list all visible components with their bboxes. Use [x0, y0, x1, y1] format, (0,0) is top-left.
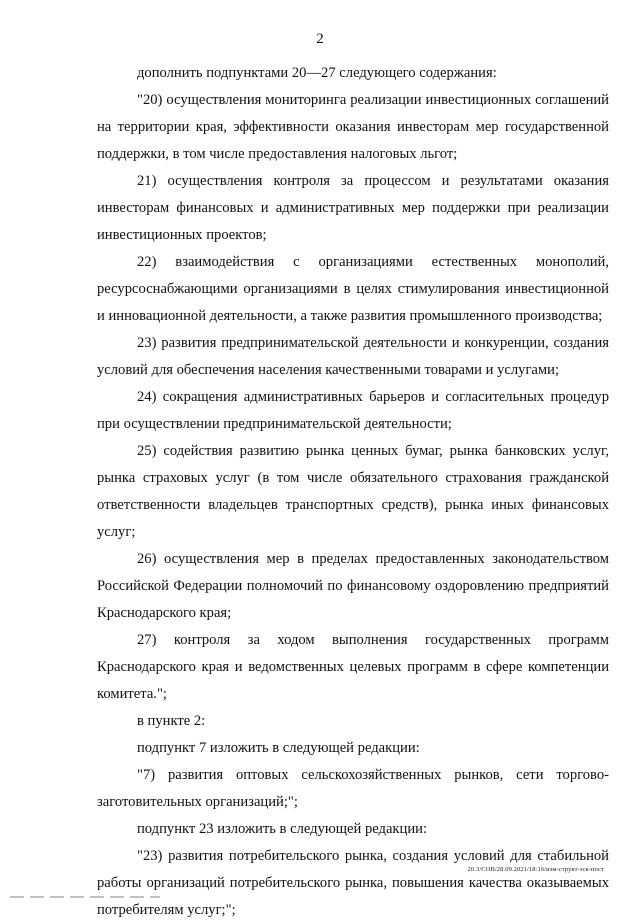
paragraph-subclause-23-text: "23) развития потребительского рынка, создания условий для стабильной работы организаций потребительского рынка, повышения качества оказываемых потребителям услуг;"; — [97, 848, 609, 918]
paragraph-item-27: 27) контроля за ходом выполнения государственных программ Краснодарского края и ведомственных целевых программ в сфере компетенции комитета."; — [97, 632, 609, 702]
paragraph-item-20: "20) осуществления мониторинга реализации инвестиционных соглашений на территории края, эффективности оказания инвесторам мер государственной поддержки, в том числе предоставления налоговых льгот; — [97, 92, 609, 162]
document-body — [97, 60, 609, 924]
scan-edge-mark — [10, 896, 160, 898]
paragraph-clause-2-intro: в пункте 2: — [137, 713, 206, 729]
paragraph-subclause-23-intro: подпункт 23 изложить в следующей редакции: — [137, 821, 428, 837]
paragraph-intro: дополнить подпунктами 20—27 следующего содержания: — [137, 65, 497, 81]
document-footer-code: 20.3/СОВ/28.09.2021/18:16/изм-структ-зск-пост — [467, 866, 604, 873]
paragraph-item-22: 22) взаимодействия с организациями естественных монополий, ресурсоснабжающими организациями в целях стимулирования инвестиционной и инновационной деятельности, а также развития промышленного производства; — [97, 254, 609, 324]
paragraph-item-23: 23) развития предпринимательской деятельности и конкуренции, создания условий для обеспечения населения качественными товарами и услугами; — [97, 335, 609, 378]
paragraph-item-21: 21) осуществления контроля за процессом и результатами оказания инвесторам финансовых и административных мер поддержки при реализации инвестиционных проектов; — [97, 173, 609, 243]
paragraph-item-26: 26) осуществления мер в пределах предоставленных законодательством Российской Федерации полномочий по финансовому оздоровлению предприятий Краснодарского края; — [97, 551, 609, 621]
paragraph-subclause-7-text: "7) развития оптовых сельскохозяйственных рынков, сети торгово-заготовительных организаций;"; — [97, 767, 609, 810]
page-number: 2 — [316, 31, 324, 47]
paragraph-subclause-7-intro: подпункт 7 изложить в следующей редакции: — [137, 740, 420, 756]
paragraph-item-25: 25) содействия развитию рынка ценных бумаг, рынка банковских услуг, рынка страховых услуг (в том числе обязательного страхования гражданской ответственности владельцев транспортных средств), рынка иных финансовых услуг; — [97, 443, 609, 540]
paragraph-item-24: 24) сокращения административных барьеров и согласительных процедур при осуществлении предпринимательской деятельности; — [97, 389, 609, 432]
